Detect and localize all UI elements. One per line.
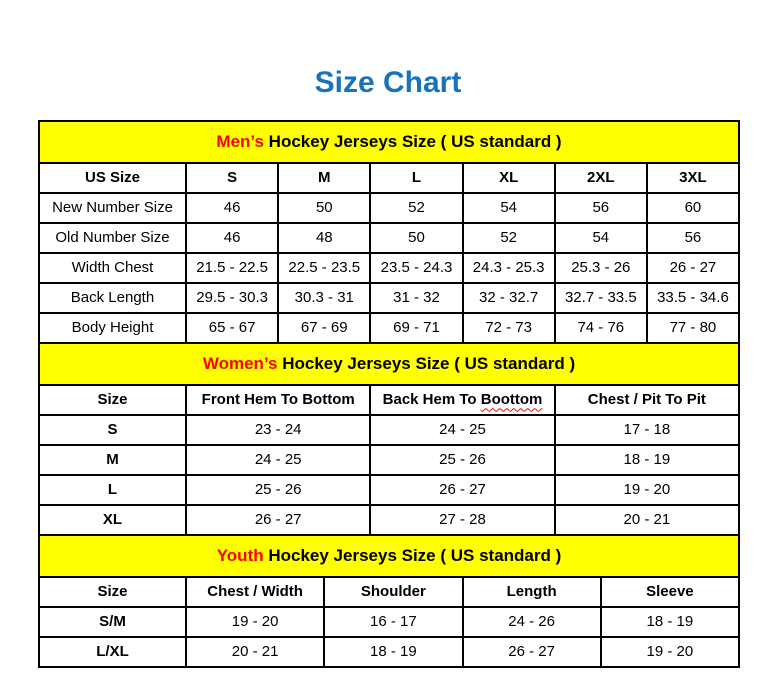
mens-col-header: 3XL (647, 163, 739, 193)
cell: 67 - 69 (278, 313, 370, 343)
row-label: Back Length (39, 283, 186, 313)
youth-col-header: Chest / Width (186, 577, 324, 607)
table-row (39, 223, 739, 253)
row-label: Body Height (39, 313, 186, 343)
mens-banner-highlight: Men’s (216, 132, 264, 152)
table-row (39, 283, 739, 313)
womens-size-table (38, 342, 740, 536)
cell: 48 (278, 223, 370, 253)
mens-col-header: XL (463, 163, 555, 193)
table-row (39, 313, 739, 343)
cell: 69 - 71 (370, 313, 462, 343)
size-tables (38, 120, 740, 668)
womens-col-header: Front Hem To Bottom (186, 385, 370, 415)
cell: 18 - 19 (324, 637, 462, 667)
cell: 65 - 67 (186, 313, 278, 343)
cell: 29.5 - 30.3 (186, 283, 278, 313)
cell: 54 (555, 223, 647, 253)
cell: 26 - 27 (647, 253, 739, 283)
cell: 18 - 19 (555, 445, 739, 475)
row-label: L/XL (39, 637, 186, 667)
header-text: Back Hem To (382, 391, 481, 409)
cell: 26 - 27 (463, 637, 601, 667)
row-label: L (39, 475, 186, 505)
womens-header-row (39, 385, 739, 415)
cell: 23 - 24 (186, 415, 370, 445)
cell: 24 - 25 (370, 415, 554, 445)
mens-col-header: M (278, 163, 370, 193)
youth-col-header: Shoulder (324, 577, 462, 607)
womens-col-header (370, 385, 554, 415)
womens-banner-row (39, 343, 739, 385)
cell: 46 (186, 193, 278, 223)
cell: 20 - 21 (555, 505, 739, 535)
youth-banner-row (39, 535, 739, 577)
mens-col-header: S (186, 163, 278, 193)
mens-banner-row (39, 121, 739, 163)
cell: 26 - 27 (186, 505, 370, 535)
mens-size-table (38, 120, 740, 344)
mens-banner (39, 121, 739, 163)
youth-banner-highlight: Youth (216, 546, 264, 566)
mens-col-header: L (370, 163, 462, 193)
cell: 52 (370, 193, 462, 223)
cell: 17 - 18 (555, 415, 739, 445)
cell: 77 - 80 (647, 313, 739, 343)
cell: 16 - 17 (324, 607, 462, 637)
womens-col-header: Size (39, 385, 186, 415)
cell: 25 - 26 (370, 445, 554, 475)
row-label: XL (39, 505, 186, 535)
cell: 25 - 26 (186, 475, 370, 505)
cell: 25.3 - 26 (555, 253, 647, 283)
cell: 19 - 20 (186, 607, 324, 637)
table-row (39, 505, 739, 535)
cell: 30.3 - 31 (278, 283, 370, 313)
row-label: M (39, 445, 186, 475)
cell: 26 - 27 (370, 475, 554, 505)
cell: 19 - 20 (601, 637, 739, 667)
cell: 32.7 - 33.5 (555, 283, 647, 313)
cell: 18 - 19 (601, 607, 739, 637)
mens-col-header: 2XL (555, 163, 647, 193)
table-row (39, 637, 739, 667)
cell: 50 (278, 193, 370, 223)
cell: 54 (463, 193, 555, 223)
cell: 74 - 76 (555, 313, 647, 343)
womens-banner-rest: Hockey Jerseys Size ( US standard ) (277, 354, 576, 374)
cell: 31 - 32 (370, 283, 462, 313)
table-row (39, 193, 739, 223)
row-label: S/M (39, 607, 186, 637)
cell: 27 - 28 (370, 505, 554, 535)
cell: 33.5 - 34.6 (647, 283, 739, 313)
cell: 22.5 - 23.5 (278, 253, 370, 283)
cell: 56 (647, 223, 739, 253)
youth-col-header: Length (463, 577, 601, 607)
cell: 20 - 21 (186, 637, 324, 667)
youth-size-table (38, 534, 740, 668)
table-row (39, 415, 739, 445)
cell: 52 (463, 223, 555, 253)
cell: 32 - 32.7 (463, 283, 555, 313)
table-row (39, 607, 739, 637)
youth-col-header: Sleeve (601, 577, 739, 607)
cell: 24 - 26 (463, 607, 601, 637)
page-title: Size Chart (314, 66, 462, 99)
mens-header-row (39, 163, 739, 193)
cell: 24 - 25 (186, 445, 370, 475)
womens-banner-highlight: Women’s (202, 354, 278, 374)
cell: 21.5 - 22.5 (186, 253, 278, 283)
row-label: S (39, 415, 186, 445)
womens-banner (39, 343, 739, 385)
womens-col-header: Chest / Pit To Pit (555, 385, 739, 415)
youth-banner (39, 535, 739, 577)
table-row (39, 445, 739, 475)
table-row (39, 253, 739, 283)
cell: 24.3 - 25.3 (463, 253, 555, 283)
youth-col-header: Size (39, 577, 186, 607)
misspelled-word: Boottom (480, 391, 543, 409)
row-label: Width Chest (39, 253, 186, 283)
youth-banner-rest: Hockey Jerseys Size ( US standard ) (263, 546, 562, 566)
row-label: Old Number Size (39, 223, 186, 253)
cell: 72 - 73 (463, 313, 555, 343)
mens-banner-rest: Hockey Jerseys Size ( US standard ) (263, 132, 562, 152)
cell: 50 (370, 223, 462, 253)
cell: 23.5 - 24.3 (370, 253, 462, 283)
youth-header-row (39, 577, 739, 607)
table-row (39, 475, 739, 505)
mens-col-header: US Size (39, 163, 186, 193)
cell: 46 (186, 223, 278, 253)
cell: 56 (555, 193, 647, 223)
cell: 19 - 20 (555, 475, 739, 505)
cell: 60 (647, 193, 739, 223)
row-label: New Number Size (39, 193, 186, 223)
